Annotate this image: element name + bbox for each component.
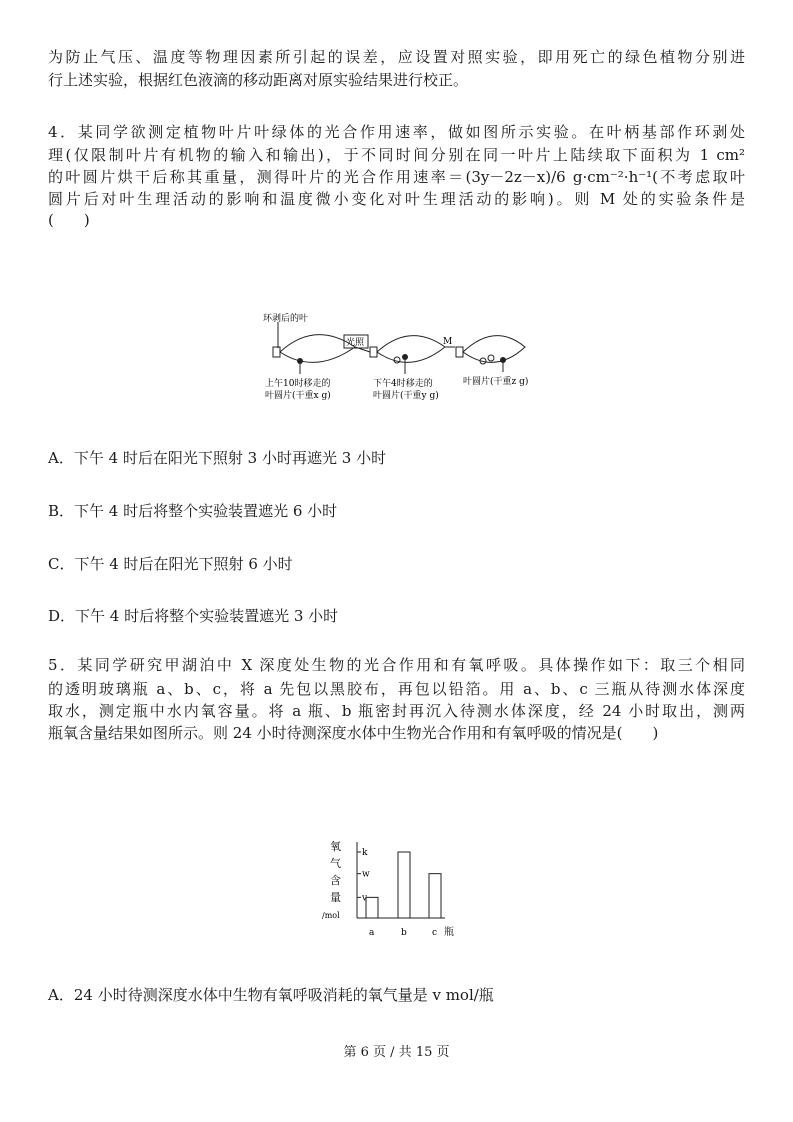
y-axis-label: /mol (322, 911, 340, 920)
q4-option-a: A．下午 4 时后在阳光下照射 3 小时再遮光 3 小时 (48, 449, 387, 467)
y-tick-label: k (362, 848, 368, 858)
bar-c (429, 874, 441, 918)
y-axis-label: 量 (330, 891, 341, 904)
q4-option-b: B．下午 4 时后将整个实验装置遮光 6 小时 (48, 502, 338, 520)
label-leaf: 环剥后的叶 (263, 314, 309, 324)
q5-line: 5．某同学研究甲湖泊中 X 深度处生物的光合作用和有氧呼吸。具体操作如下：取三个相同 (48, 656, 745, 674)
label-4pm-2: 叶圆片(干重y g) (373, 391, 439, 401)
oxygen-bar-chart (320, 830, 460, 945)
page-footer: 第 6 页 / 共 15 页 (343, 1045, 450, 1060)
y-tick-label: v (362, 893, 368, 904)
y-tick-label: w (362, 869, 370, 880)
q4-line: ( ) (48, 211, 90, 229)
label-10am-2: 叶圆片(干重x g) (265, 391, 331, 401)
q5-option-a: A．24 小时待测深度水体中生物有氧呼吸消耗的氧气量是 v mol/瓶 (48, 986, 494, 1004)
x-tick-label: a (369, 928, 375, 938)
q4-line: 的叶圆片烘干后称其重量，测得叶片的光合作用速率＝(3y－2z－x)/6 g·cm⁻²·h⁻¹(不考虑取叶 (48, 168, 745, 186)
x-tick-label: c (432, 928, 438, 938)
q4-line: 理(仅限制叶片有机物的输入和输出)，于不同时间分别在同一叶片上陆续取下面积为 1 cm² (48, 146, 745, 164)
intro-line: 行上述实验，根据红色液滴的移动距离对原实验结果进行校正。 (48, 71, 469, 89)
q5-line: 的透明玻璃瓶 a、b、c，将 a 先包以黑胶布，再包以铅箔。用 a、b、c 三瓶从待测水体深度 (48, 680, 745, 698)
y-axis-label: 氧 (330, 840, 341, 853)
label-10am-1: 上午10时移走的 (265, 379, 331, 389)
q5-line: 取水，测定瓶中水内氧容量。将 a 瓶、b 瓶密封再沉入待测水体深度，经 24 小时取出，测两 (48, 702, 745, 720)
leaf-2 (377, 336, 445, 363)
y-axis-label: 含 (330, 874, 341, 887)
intro-line: 为防止气压、温度等物理因素所引起的误差，应设置对照实验，即用死亡的绿色植物分别进 (48, 48, 745, 66)
label-4pm-1: 下午4时移走的 (373, 379, 433, 389)
bar-a (366, 897, 378, 918)
x-axis-label: 瓶 (444, 927, 454, 938)
q4-option-d: D．下午 4 时后将整个实验装置遮光 3 小时 (48, 607, 339, 625)
y-axis-label: 气 (330, 857, 341, 870)
label-m: M (443, 337, 453, 347)
bar-b (398, 852, 410, 918)
x-tick-label: b (401, 928, 407, 938)
label-light: 光照 (346, 338, 365, 348)
q4-line: 4．某同学欲测定植物叶片叶绿体的光合作用速率，做如图所示实验。在叶柄基部作环剥处 (48, 123, 745, 141)
leaf-experiment-diagram (255, 310, 535, 410)
q4-line: 圆片后对叶生理活动的影响和温度微小变化对叶生理活动的影响)。则 M 处的实验条件是 (48, 190, 745, 208)
q4-option-c: C．下午 4 时后在阳光下照射 6 小时 (48, 555, 293, 573)
q5-line: 瓶氧含量结果如图所示。则 24 小时待测深度水体中生物光合作用和有氧呼吸的情况是( ) (48, 724, 659, 742)
label-final: 叶圆片(干重z g) (463, 377, 529, 387)
